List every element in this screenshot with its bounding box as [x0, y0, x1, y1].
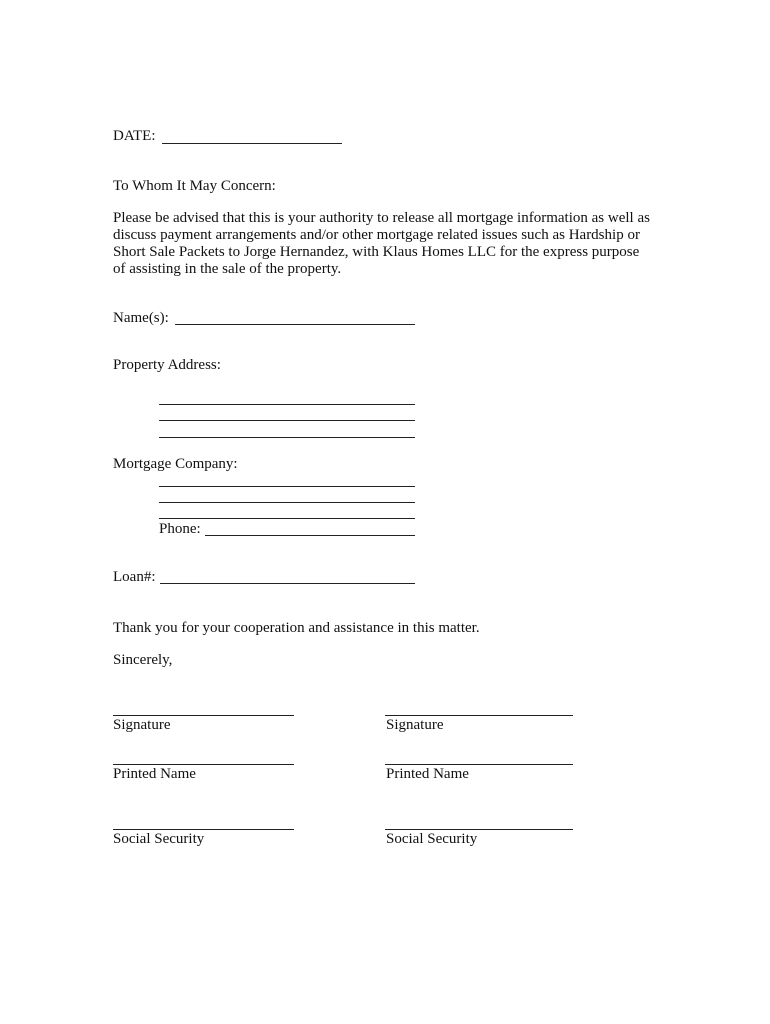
property-address-line-1[interactable]	[159, 404, 415, 405]
mortgage-company-line-2[interactable]	[159, 502, 415, 503]
printed-name-label-left: Printed Name	[113, 766, 196, 782]
salutation: To Whom It May Concern:	[113, 178, 276, 194]
body-line: Short Sale Packets to Jorge Hernandez, with Klaus Homes LLC for the express purpose	[113, 244, 640, 260]
body-line: discuss payment arrangements and/or other mortgage related issues such as Hardship or	[113, 227, 640, 243]
loan-label: Loan#:	[113, 569, 156, 585]
body-line: of assisting in the sale of the property.	[113, 261, 342, 277]
thanks-text: Thank you for your cooperation and assistance in this matter.	[113, 620, 480, 636]
loan-field[interactable]	[160, 583, 415, 584]
social-security-line-left[interactable]	[113, 829, 294, 830]
printed-name-line-right[interactable]	[385, 764, 573, 765]
signature-line-left[interactable]	[113, 715, 294, 716]
mortgage-company-line-3[interactable]	[159, 518, 415, 519]
property-address-line-3[interactable]	[159, 437, 415, 438]
social-security-label-left: Social Security	[113, 831, 205, 847]
printed-name-line-left[interactable]	[113, 764, 294, 765]
date-label: DATE:	[113, 128, 156, 144]
closing-text: Sincerely,	[113, 652, 173, 668]
body-paragraph	[113, 210, 673, 278]
property-address-label: Property Address:	[113, 357, 221, 373]
date-field[interactable]	[162, 143, 342, 144]
mortgage-company-label: Mortgage Company:	[113, 456, 238, 472]
signature-label-left: Signature	[113, 717, 171, 733]
social-security-line-right[interactable]	[385, 829, 573, 830]
property-address-line-2[interactable]	[159, 420, 415, 421]
signature-line-right[interactable]	[385, 715, 573, 716]
printed-name-label-right: Printed Name	[386, 766, 469, 782]
names-label: Name(s):	[113, 310, 169, 326]
social-security-label-right: Social Security	[386, 831, 478, 847]
phone-field[interactable]	[205, 535, 415, 536]
phone-label: Phone:	[159, 521, 201, 537]
body-line: Please be advised that this is your authority to release all mortgage information as well as	[113, 210, 650, 226]
signature-label-right: Signature	[386, 717, 444, 733]
mortgage-company-line-1[interactable]	[159, 486, 415, 487]
names-field[interactable]	[175, 324, 415, 325]
